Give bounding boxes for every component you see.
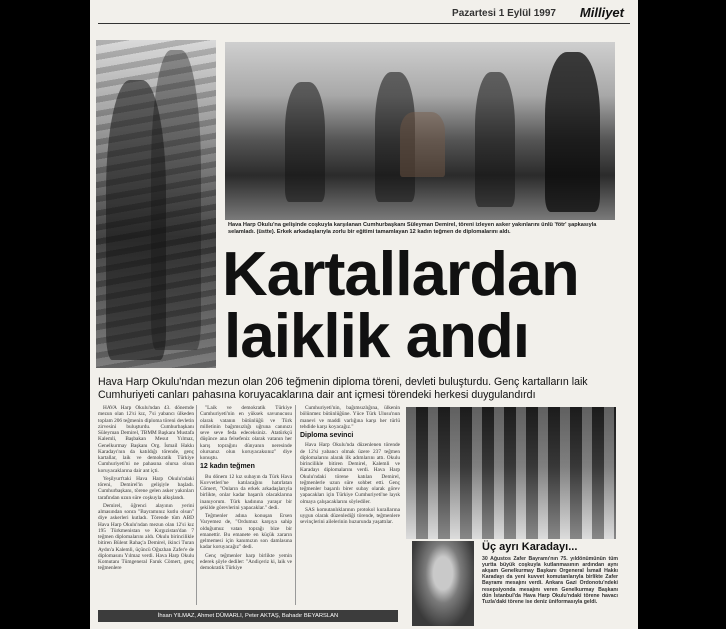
cadets-salute-photo — [96, 40, 216, 368]
karadayi-box — [482, 541, 618, 607]
paragraph: Teğmenler adına konuşan Ersen Varyemez de, "Ordumuz karşıya sahip olduğumuz vatan toprağı bize bir emanettir. Bu emanete en küçük zararın gelmemesi için kanımızın son damlasına kadar koruyacağız" dedi. — [200, 513, 292, 551]
paragraph: Yeşilyurt'taki Hava Harp Okulu'ndaki töreni, Demirel'in gelişiyle başladı. Cumhurbaşkanı, törene gelen asker yakınları tarafından uzun süre coşkuyla alkışlandı. — [98, 475, 194, 501]
page-header — [90, 0, 638, 24]
box-title: Üç ayrı Karadayı... — [482, 541, 578, 553]
article-column-3 — [300, 405, 400, 528]
issue-date: Pazartesi 1 Eylül 1997 — [452, 8, 556, 19]
box-text: 30 Ağustos Zafer Bayramı'nın 75. yıldönümünün tüm yurtta büyük coşkuyla kutlanmasının ardından aynı akşam Genelkurmay Başkanı Orgeneral İsmail Hakkı Karadayı da yeni kuvvet komutanlarıyla birlikte Zafer Bayramı mesajını verdi. Ankara Gazi Ordonotu'ndeki resepsiyonda mesajını veren Genelkurmay Başkanı dün İstanbul'da Hava Harp Okulu'ndaki törene havacı Tuzla'daki törene ise deniz üniformasıyla geldi. — [482, 555, 618, 605]
paragraph: Demirel, öğrenci alayının yerini almasından sonra "Bayramınız kutlu olsun" diye askerleri kutladı. Törende tüm ABD Hava Harp Okulu'ndan mezun olan 12'si kız 195 Türkmenistan ve Kırgızistan'dan 7 teğmen diplomalarını aldı. Okulu birincilikle bitiren Bülent Rahaç'a Demirel, ikinci Turan Aydın'a Kalemli, üçüncü Oğuzhan Zafer'e de diplomasını Yılmaz verdi. Hava Harp Okulu Komutanı Tümgeneral Faruk Cömert, genç teğmenlere — [98, 502, 194, 572]
subheading-kadin-tegmen: 12 kadın teğmen — [200, 463, 255, 471]
paragraph: Cumhuriyeti'nin, bağımsızlığına, ülkenin bölünmez bütünlüğüne. Yüce Türk Ulusu'nun manevi ve maddi varlığına karşı her türlü tehdide karşı koyacağız." — [300, 405, 400, 430]
header-rule — [98, 23, 630, 24]
paragraph: Genç teğmenler harp birlikte yemin ederek şöyle dediler: "Andiçeriz ki, laik ve demokratik Türkiye — [200, 552, 292, 571]
article-column-1 — [98, 405, 194, 574]
president-greeting-photo — [225, 42, 615, 220]
paragraph: Bu dönem 12 kız subayın da Türk Hava Kuvvetleri'ne katılacağını hatırlatan Cömert, "Onların da erkek arkadaşlarıyla birlikte, onlar kadar başarılı olacaklarına inanıyorum. Türk kadınına yaraşır bir şekilde görevlerini yapacaklar." dedi. — [200, 473, 292, 511]
paragraph: Hava Harp Okulu'nda düzenlenen törende de 12'si yabancı olmak üzere 237 teğmen diplomalarını alarak ilk adımlarını attı. Okulu birincilikle bitiren Demirel, Kalemli ve Karadayı diplomalarını verdi. Hava Harp Okulu'ndaki törene katılan Demirel, teğmenlerle uzun süre sohbet etti. Genç teğmenler başarılı birer subay olarak görev yapacakları için Türkiye Cumhuriyeti'ne layık olmaya çalışacaklarını söylediler. — [300, 442, 400, 505]
paragraph: HAVA Harp Okulu'ndan 43. dönemde mezun olan 12'si kız, 7'si yabancı ülkeden toplam 206 teğmenin diploma töreni devletin zirvesini buluşturdu. Cumhurbaşkanı Süleyman Demirel, TBMM Başkanı Mustafa Kalemli, Başbakan Mesut Yılmaz, Genelkurmay Başkanı Org. İsmail Hakkı Karadayı'nın da katıldığı törende, genç kartallar, laik ve demokratik Türkiye Cumhuriyeti'ni ne pahasına olursa olsun koruyacaklarına dair ant içti. — [98, 405, 194, 474]
column-divider — [196, 405, 197, 605]
newspaper-logo: Milliyet — [579, 5, 624, 20]
cadets-row-photo — [406, 407, 616, 539]
article-deck: Hava Harp Okulu'ndan mezun olan 206 teğmenin diploma töreni, devleti buluşturdu. Genç kartalların laik Cumhuriyeti canları pahasına koruyacaklarına dair ant içmesi törendeki herkesi duygulandırdı — [98, 376, 588, 401]
photo-byline: İhsan YILMAZ, Ahmet DÜMARLI, Peter AKTAŞ, Bahadır BEYARSLAN — [98, 610, 398, 622]
subheading-diploma: Diploma sevinci — [300, 432, 354, 439]
newspaper-page — [90, 0, 638, 629]
headline-line-2: laiklik andı — [224, 302, 530, 371]
paragraph: SAS komutanlıklarının protokol kurallarına uygun olarak düzenlediği törende, teğmenlere sevinçlerini ailelerinin huzurunda yaşattılar. — [300, 506, 400, 526]
top-photo-caption: Hava Harp Okulu'na gelişinde coşkuyla karşılanan Cumhurbaşkanı Süleyman Demirel, töreni izleyen asker yakınlarını ünlü 'fötr' şapkasıyla selamladı. (üstte). Erkek arkadaşlarıyla zorlu bir eğitimi tamamlayan 12 kadın teğmen de diplomalarını aldı. — [228, 222, 597, 235]
paragraph: "Laik ve demokratik Türkiye Cumhuriyeti'nin en yüksek savunucusu olarak vatanın bütünlüğü ve Türk milletinin bağımsızlığı uğruna canınızı seve seve feda edeceksiniz. Atatürkçü düşünce ana felsefeniz olarak vatanın her karış toprağını dünyanın neresinde olursanız olun koruyacaksınız" diye konuştu. — [200, 405, 292, 461]
article-column-2 — [200, 405, 292, 573]
headline-line-1: Kartallardan — [222, 240, 579, 309]
karadayi-portrait-photo — [412, 541, 474, 626]
column-divider — [295, 405, 296, 605]
